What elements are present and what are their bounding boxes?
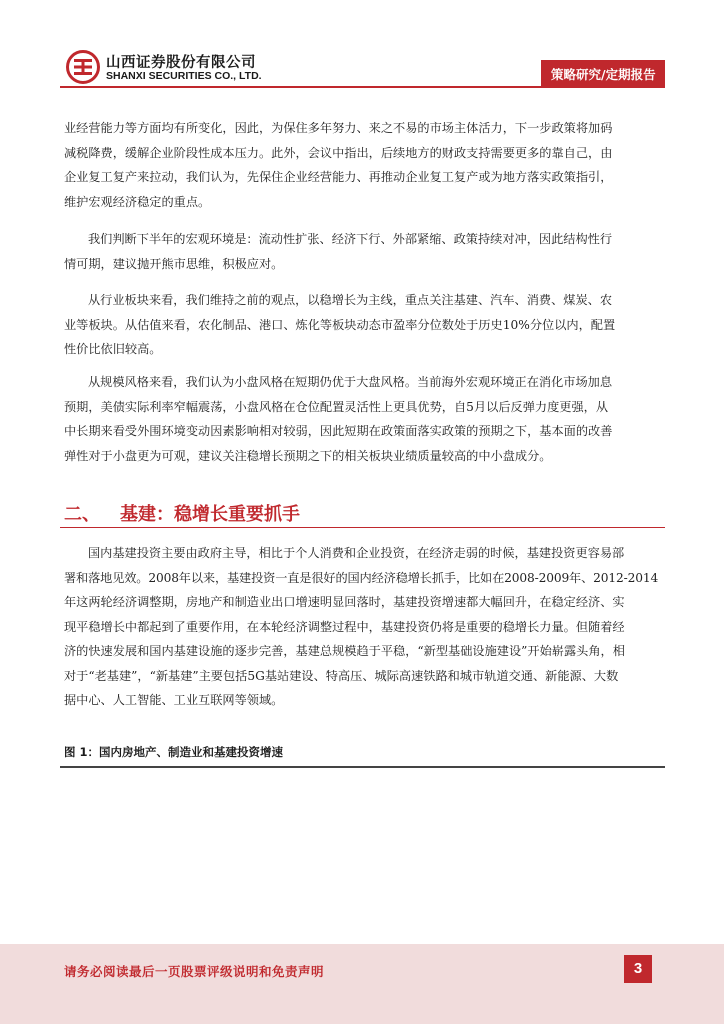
paragraph [64,116,658,214]
text-line: 弹性对于小盘更为可观，建议关注稳增长预期之下的相关板块业绩质量较高的中小盘成分。 [64,448,552,463]
page-header [0,0,724,92]
text-line: 对于“老基建”，“新基建”主要包括5G基站建设、特高压、城际高速铁路和城市轨道交通、新能源、大数 [64,668,619,683]
paragraph [64,227,658,276]
figure-caption: 图 1：国内房地产、制造业和基建投资增速 [64,745,284,759]
page-footer [0,944,724,1024]
report-type-badge [541,60,665,86]
company-logo-icon [66,50,100,84]
section-title: 基建：稳增长重要抓手 [120,504,300,525]
text-line: 业经营能力等方面均有所变化，因此，为保住多年努力、来之不易的市场主体活力，下一步政策将加码 [64,121,613,135]
text-line: 年这两轮经济调整期，房地产和制造业出口增速明显回落时，基建投资增速都大幅回升，在稳定经济、实 [64,595,625,609]
text-line: 中长期来看受外围环境变动因素影响相对较弱，因此短期在政策面落实政策的预期之下，基本面的改善 [64,424,613,438]
text-line: 现平稳增长中都起到了重要作用，在本轮经济调整过程中，基建投资仍将是重要的稳增长力量。但随着经 [64,619,625,634]
text-line: 维护宏观经济稳定的重点。 [64,194,211,209]
text-line: 济的快速发展和国内基建设施的逐步完善，基建总规模趋于平稳，“新型基础设施建设”开始崭露头角，相 [64,644,625,658]
section-heading [64,500,300,526]
paragraph [64,288,658,362]
section-divider [60,527,665,528]
disclaimer-notice: 请务必阅读最后一页股票评级说明和免责声明 [64,964,325,979]
text-line: 企业复工复产来拉动，我们认为，先保住企业经营能力、再推动企业复工复产或为地方落实政策指引， [64,170,613,184]
text-line: 业等板块。从估值来看，农化制品、港口、炼化等板块动态市盈率分位数处于历史10%分位以内，配置 [64,317,616,332]
text-line: 从行业板块来看，我们维持之前的观点，以稳增长为主线，重点关注基建、汽车、消费、煤炭、农 [88,293,613,307]
text-line: 性价比依旧较高。 [64,342,162,356]
text-line: 国内基建投资主要由政府主导，相比于个人消费和企业投资，在经济走弱的时候，基建投资更容易部 [88,546,625,560]
company-name-cn: 山西证券股份有限公司 [106,55,256,71]
header-divider [60,86,665,88]
text-line: 预期，美债实际利率窄幅震荡，小盘风格在仓位配置灵活性上更具优势，自5月以后反弹力度更强，从 [64,399,609,414]
text-line: 我们判断下半年的宏观环境是：流动性扩张、经济下行、外部紧缩、政策持续对冲，因此结构性行 [88,232,613,246]
paragraph [64,541,658,713]
text-line: 据中心、人工智能、工业互联网等领域。 [64,693,284,707]
company-name-en: SHANXI SECURITIES CO., LTD. [106,70,262,82]
figure-caption-divider [60,766,665,768]
section-number: 二、 [64,504,100,525]
text-line: 情可期，建议抛开熊市思维，积极应对。 [64,256,284,271]
paragraph [64,370,658,468]
page-number: 3 [624,955,652,983]
report-type-label: 策略研究/定期报告 [551,67,656,82]
text-line: 署和落地见效。2008年以来，基建投资一直是很好的国内经济稳增长抓手，比如在2008-2009年、2012-2014 [64,570,659,585]
text-line: 从规模风格来看，我们认为小盘风格在短期仍优于大盘风格。当前海外宏观环境正在消化市场加息 [88,375,613,389]
text-line: 减税降费，缓解企业阶段性成本压力。此外，会议中指出，后续地方的财政支持需要更多的靠自己，由 [64,145,613,160]
